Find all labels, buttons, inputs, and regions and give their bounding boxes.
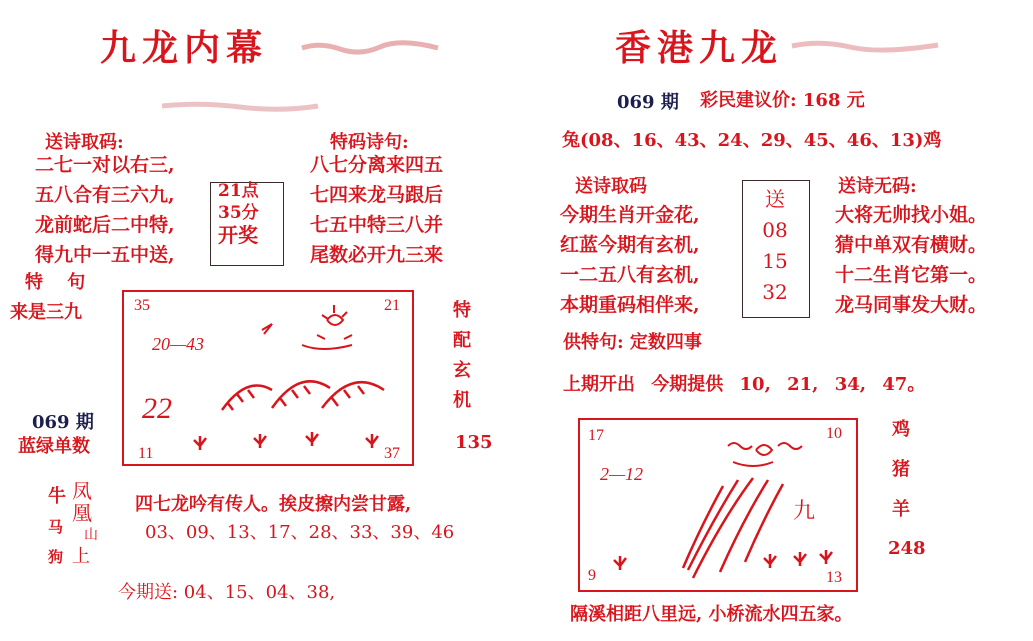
left-faded-subtitle <box>300 40 440 54</box>
poem-line: 七四来龙马跟后 <box>310 184 444 206</box>
right-last-line: 上期开出 今期提供 10, 21, 34, 47。 <box>563 374 926 395</box>
left-animals: 牛 马 狗 <box>48 486 66 566</box>
left-special-phrase: 来是三九 <box>10 302 82 323</box>
sketch-num-bl: 11 <box>138 445 154 462</box>
right-title: 香港九龙 <box>615 27 784 69</box>
sketch-mid: 2—12 <box>600 464 644 484</box>
right-special-phrase: 供特句: 定数四事 <box>563 332 702 353</box>
left-header-special: 特码诗句: <box>330 132 409 153</box>
right-side-vertical: 鸡 猪 羊 <box>892 419 910 520</box>
poem-line: 七五中特三八并 <box>310 214 444 236</box>
sketch-num-tl: 35 <box>134 297 150 314</box>
left-lanlv: 蓝绿单数 <box>18 436 90 457</box>
poem-line: 龙马同事发大财。 <box>835 294 988 316</box>
sketch-num-tl: 17 <box>588 427 604 444</box>
sketch-num-br: 37 <box>384 445 400 462</box>
left-special-phrase-label: 特 句 <box>25 272 86 293</box>
right-poem-left <box>560 200 700 320</box>
mountain-sketch <box>222 381 384 410</box>
poem-line: 尾数必开九三来 <box>310 244 444 266</box>
left-verse: 四七龙吟有传人。挨皮擦内尝甘露, <box>135 494 412 515</box>
left-today-send: 今期送: 04、15、04、38, <box>118 582 336 603</box>
draw-time: 21点 35分 开奖 <box>218 181 259 247</box>
sketch-num-bl: 9 <box>588 567 596 584</box>
sketch-arrow <box>262 324 272 334</box>
left-sketch <box>122 290 414 466</box>
left-issue: 069 期 <box>32 412 94 433</box>
poem-line: 红蓝今期有玄机, <box>560 234 700 256</box>
sketch-num-tr: 10 <box>826 425 842 442</box>
left-faded-line <box>160 100 320 112</box>
poem-line: 猜中单双有横财。 <box>835 234 988 256</box>
poem-line: 一二五八有玄机, <box>560 264 700 286</box>
poem-line: 二七一对以右三, <box>35 154 175 176</box>
right-header-nocode: 送诗无码: <box>838 176 917 197</box>
left-poem-right <box>310 150 443 270</box>
right-sketch <box>578 418 858 594</box>
right-bottom-verse: 隔溪相距八里远, 小桥流水四五家。 <box>570 604 853 625</box>
right-side-number: 248 <box>888 538 926 559</box>
left-side-vertical: 特 配 玄 机 <box>453 300 471 411</box>
right-issue: 069 期 <box>617 92 679 113</box>
left-title: 九龙内幕 <box>100 27 269 69</box>
sketch-num-br: 13 <box>826 569 842 586</box>
faded-text-scribble <box>300 40 440 54</box>
sketch-nine: 九 <box>793 498 816 523</box>
right-header-send: 送诗取码 <box>575 176 647 197</box>
poem-line: 五八合有三六九, <box>35 184 175 206</box>
left-number-line: 03、09、13、17、28、33、39、46 <box>145 522 455 543</box>
left-header-send: 送诗取码: <box>45 132 124 153</box>
poem-line: 本期重码相伴来, <box>560 294 700 316</box>
send-box-values: 送 08 15 32 <box>762 187 788 304</box>
right-price: 彩民建议价: 168 元 <box>700 90 865 111</box>
poem-line: 十二生肖它第一。 <box>835 264 988 286</box>
sun-sketch <box>302 305 352 349</box>
sketch-mid: 20—43 <box>152 334 205 354</box>
sun-sketch <box>728 443 802 466</box>
poem-line: 今期生肖开金花, <box>560 204 700 226</box>
right-poem-right <box>835 200 987 320</box>
sketch-num-tr: 21 <box>384 297 400 314</box>
poem-line: 得九中一五中送, <box>35 244 175 266</box>
sketch-big-num: 22 <box>142 392 172 425</box>
phoenix-vertical: 凤 凰 山 上 <box>72 479 98 567</box>
left-poem-left <box>35 150 175 270</box>
left-side-number: 135 <box>455 432 493 453</box>
poem-line: 八七分离来四五 <box>310 154 444 176</box>
poem-line: 龙前蛇后二中特, <box>35 214 175 236</box>
grass-sketch <box>194 432 378 450</box>
right-rabbit-line: 兔(08、16、43、24、29、45、46、13)鸡 <box>562 130 942 151</box>
poem-line: 大将无帅找小姐。 <box>835 204 988 226</box>
